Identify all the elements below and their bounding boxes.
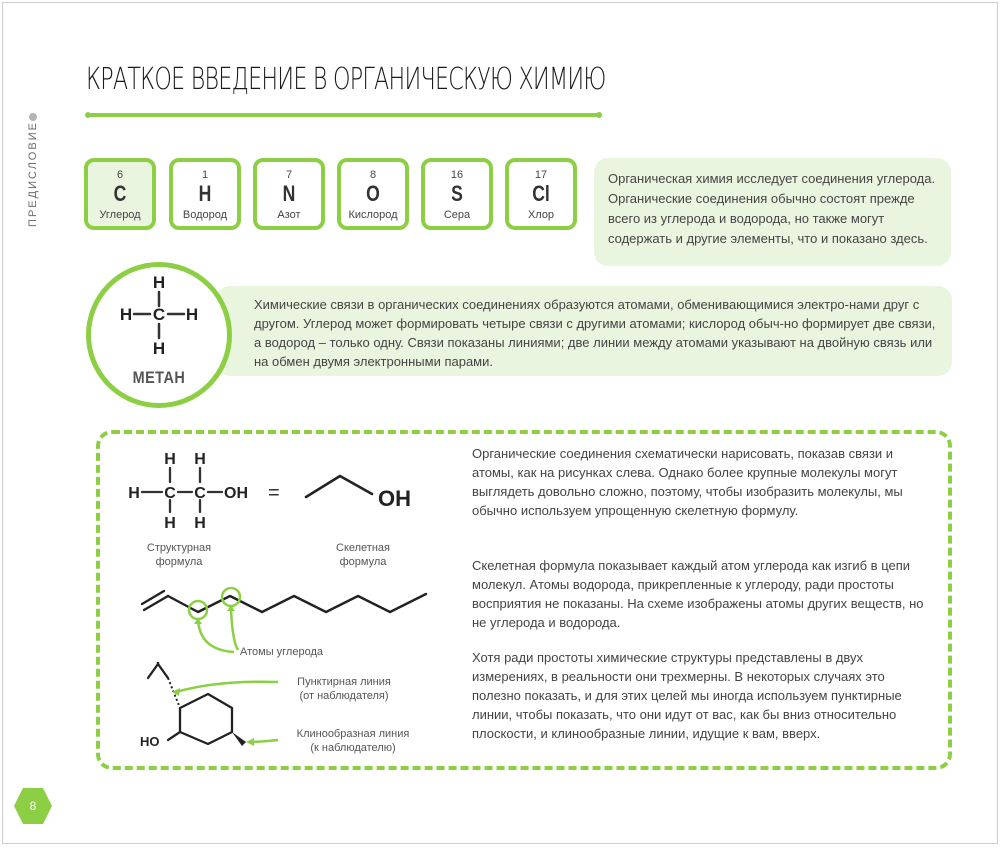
element-number: 16 [450,169,464,181]
equals-sign: = [268,482,280,504]
skeletal-oh: OH [378,486,411,511]
title-underline-dot-left [85,112,91,118]
ethanol-h: H [164,515,176,532]
element-name: Водород [182,209,228,221]
bonds-text-panel: Химические связи в органических соединениях образуются атомами, обменивающимися электро-нами друг с другом. Углерод может формировать четыре связи с другими атомами; кислород обыч-но формирует две связи, а водород – только одну. Связи показаны линиями; две линии между атомами указывают на двойную связь или на обмен двумя электронными парами. [216,286,952,376]
ethanol-h: H [164,451,176,468]
skeletal-caption-line1: Скелетная [336,542,390,554]
structural-caption-line1: Структурная [146,542,212,554]
wedge-line-caption-line2: (к наблюдателю) [310,742,396,754]
ho-label: HO [140,734,160,749]
paragraph-3d: Хотя ради простоты химические структуры представлены в двух измерениях, в реальности они трехмерны. В некоторых случаях это полезно показать, и для этих целей мы иногда используем пунктирные линии, чтобы показать, что они идут от вас, как бы вниз относительно плоскости, и клинообразные линии, идущие к вам, вверх. [472,650,902,741]
methane-h-right: H [185,305,199,324]
element-tile-hydrogen [169,158,241,230]
side-label [8,121,54,228]
methane-label: МЕТАН [132,368,186,387]
element-name: Хлор [527,209,555,221]
structural-caption [124,541,234,569]
element-number: 8 [369,169,377,181]
element-tile-carbon [84,158,156,230]
element-tile-chlorine [505,158,577,230]
element-tile-sulfur [421,158,493,230]
ethanol-oh: OH [224,485,248,502]
element-symbol: Cl [532,181,550,206]
element-tile-nitrogen [253,158,325,230]
dashed-line-caption-line2: (от наблюдателя) [299,690,389,702]
skeletal-caption-line2: формула [339,556,387,568]
wedge-line-caption [278,727,428,755]
ethanol-h: H [128,485,140,502]
side-label-text: ПРЕДИСЛОВИЕ [26,121,39,227]
dashed-line-caption [274,675,414,703]
element-symbol: N [282,181,296,206]
element-name: Сера [443,209,471,221]
methane-h-left: H [119,305,133,324]
wedge-line-caption-line1: Клинообразная линия [296,728,410,740]
element-symbol: S [451,181,463,206]
dashed-line-caption-line1: Пунктирная линия [297,676,391,688]
element-number: 17 [534,169,548,181]
element-symbol: O [366,181,380,206]
element-symbol: H [198,181,212,206]
paragraph-structural: Органические соединения схематически нарисовать, показав связи и атомы, как на рисунках слева. Однако более крупные молекулы могут выглядеть довольно сложно, поэтому, чтобы изобразить молекулы, мы обычно используем упрощенную скелетную формулу. [472,446,903,518]
methane-structure-diagram [112,272,212,362]
intro-text-panel: Органическая химия исследует соединения углерода. Органические соединения обычно состоят прежде всего из углерода и водорода, но также могут содержать и другие элементы, что и показано здесь. [594,158,951,266]
carbon-atoms-label: Атомы углерода [240,646,323,658]
methane-h-bottom: H [152,339,166,358]
paragraph-skeletal: Скелетная формула показывает каждый атом углерода как изгиб в цепи молекул. Атомы водорода, прикрепленные к углероду, ради простоты восприятия не показаны. На схеме изображены атомы других веществ, но не углерода и водорода. [472,558,924,630]
title-underline [88,113,598,117]
ethanol-h: H [194,515,206,532]
ethanol-c: C [164,485,176,502]
page-number: 8 [29,799,37,813]
element-number: 6 [116,169,124,181]
ethanol-h: H [194,451,206,468]
ethanol-c: C [194,485,206,502]
element-name: Кислород [348,209,398,221]
structural-caption-line2: формула [155,556,203,568]
page-title: КРАТКОЕ ВВЕДЕНИЕ В ОРГАНИЧЕСКУЮ ХИМИЮ [86,62,606,97]
side-dot [29,113,37,121]
element-number: 7 [285,169,293,181]
element-number: 1 [201,169,209,181]
skeletal-caption [308,541,418,569]
element-name: Углерод [99,209,141,221]
page-number-badge [13,786,53,826]
element-tile-oxygen [337,158,409,230]
methane-h-top: H [152,273,166,292]
title-underline-dot-right [596,112,602,118]
element-symbol: C [113,181,127,206]
methane-carbon: C [152,305,166,324]
ethanol-skeletal-diagram [300,464,430,524]
element-name: Азот [277,209,301,221]
